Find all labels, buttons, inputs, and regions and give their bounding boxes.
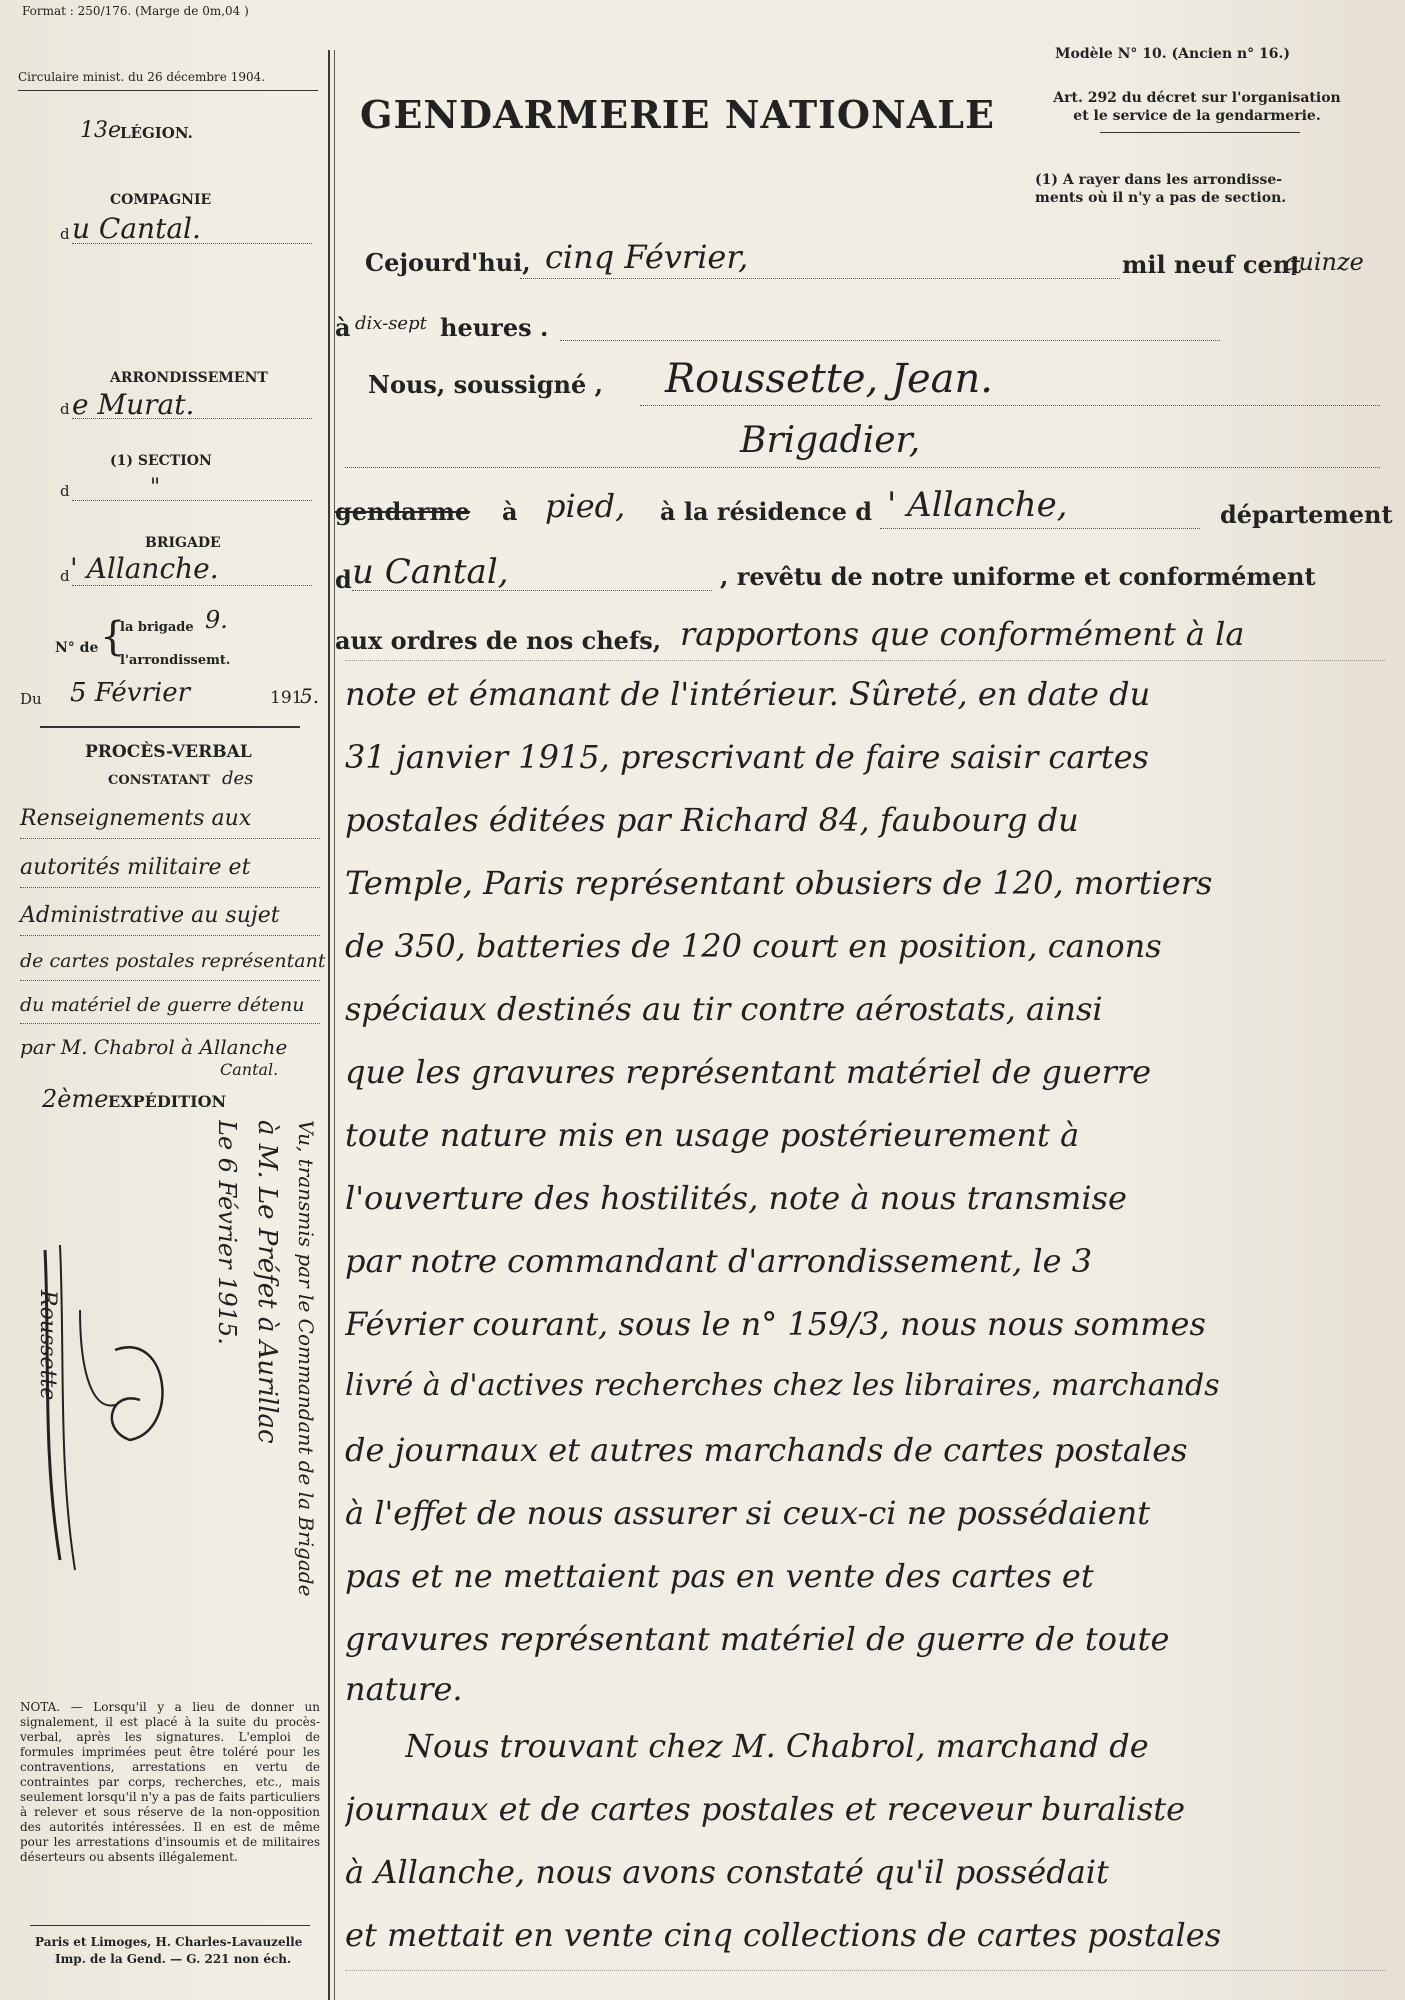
printer-line-2: Imp. de la Gend. — G. 221 non éch. [55, 1952, 292, 1966]
format-note: Format : 250/176. (Marge de 0m,04 ) [22, 4, 249, 18]
pied-hand: pied, [545, 487, 626, 525]
body-line: l'ouverture des hostilités, note à nous transmise [345, 1179, 1127, 1217]
circulaire-note: Circulaire minist. du 26 décembre 1904. [18, 70, 266, 84]
body-line: à Allanche, nous avons constaté qu'il possédait [345, 1853, 1109, 1891]
date-hand: cinq Février, [545, 238, 749, 276]
transmission-line: à M. Le Préfet à Aurillac [252, 1120, 282, 1444]
dotted-line [20, 1023, 320, 1024]
name-hand: Roussette, Jean. [665, 356, 993, 402]
body-line: Nous trouvant chez M. Chabrol, marchand de [405, 1727, 1149, 1765]
body-line: par notre commandant d'arrondissement, le 3 [345, 1242, 1093, 1280]
body-line: note et émanant de l'intérieur. Sûreté, en date du [345, 675, 1151, 713]
department-hand: u Cantal, [352, 552, 509, 592]
dotted-line [345, 467, 1380, 468]
pv-title: PROCÈS-VERBAL [85, 742, 252, 762]
ruled-line [345, 660, 1385, 661]
arrondissement-prefix: d [60, 400, 70, 418]
revetu-label: , revêtu de notre uniforme et conformément [720, 562, 1316, 591]
body-line: nature. [345, 1670, 463, 1708]
subject-line: Cantal. [220, 1060, 279, 1079]
dotted-line [72, 243, 312, 244]
article-ref-1: Art. 292 du décret sur l'organisation [1053, 90, 1341, 106]
gendarme-label: gendarme [335, 497, 471, 526]
subject-line: du matériel de guerre détenu [20, 994, 305, 1016]
subject-line: de cartes postales représentant [20, 950, 326, 972]
date-value: 5 Février [70, 678, 191, 708]
arrondissement-value: e Murat. [72, 388, 195, 421]
body-line: et mettait en vente cinq collections de cartes postales [345, 1916, 1222, 1954]
divider [30, 1925, 310, 1926]
dotted-line [20, 935, 320, 936]
cejourdhui-label: Cejourd'hui, [365, 248, 531, 277]
body-line: toute nature mis en usage postérieurement à [345, 1116, 1080, 1154]
signature-text: Roussette [35, 1290, 60, 1401]
expedition-label: EXPÉDITION [108, 1092, 227, 1111]
expedition-number: 2ème [42, 1085, 109, 1113]
transmission-line: Vu, transmis par le Commandant de la Brigade [294, 1120, 318, 1597]
body-line: gravures représentant matériel de guerre de toute [345, 1620, 1170, 1658]
subject-line: Renseignements aux [20, 806, 252, 831]
constatant-label: CONSTATANT [108, 773, 210, 788]
divider [40, 726, 300, 728]
dotted-line [640, 405, 1380, 406]
margin-rule [328, 50, 330, 2000]
dotted-line [880, 528, 1200, 529]
body-line: Temple, Paris représentant obusiers de 120, mortiers [345, 864, 1213, 902]
rapportons-hand: rapportons que conformément à la [680, 615, 1245, 653]
divider [18, 90, 318, 91]
du-prefix: d [335, 565, 352, 594]
body-line: Février courant, sous le n° 159/3, nous nous sommes [345, 1305, 1206, 1343]
ruled-line [345, 1970, 1385, 1971]
legion-label: LÉGION. [120, 124, 193, 142]
numero-brigade-label: la brigade [120, 620, 194, 635]
dotted-line [352, 590, 712, 591]
dotted-line [20, 887, 320, 888]
nous-soussigne-label: Nous, soussigné , [368, 370, 603, 399]
signature [20, 1230, 190, 1590]
body-line: de journaux et autres marchands de cartes postales [345, 1431, 1188, 1469]
body-line: que les gravures représentant matériel de guerre [345, 1053, 1152, 1091]
compagnie-value: u Cantal. [72, 212, 201, 245]
page-title: GENDARMERIE NATIONALE [360, 92, 995, 137]
body-line: spéciaux destinés au tir contre aérostats, ainsi [345, 990, 1103, 1028]
dotted-line [72, 585, 312, 586]
brace-glyph: { [100, 614, 126, 660]
date-year-hand: 5. [300, 684, 320, 708]
residence-hand: ' Allanche, [887, 485, 1068, 525]
numero-label: N° de [55, 640, 99, 656]
transmission-annotation [195, 1120, 325, 1680]
residence-label: à la résidence d [660, 497, 872, 526]
section-label: (1) SECTION [110, 453, 212, 469]
hour-hand: dix-sept [355, 313, 427, 334]
body-line: de 350, batteries de 120 court en position, canons [345, 927, 1162, 965]
section-prefix: d [60, 482, 70, 500]
legion-number: 13e [80, 118, 122, 143]
dotted-line [72, 418, 312, 419]
year-hand: quinze [1283, 248, 1364, 276]
a-prefix: à [335, 313, 351, 342]
compagnie-label: COMPAGNIE [110, 192, 212, 208]
signature-drawing [20, 1230, 190, 1590]
subject-line: par M. Chabrol à Allanche [20, 1035, 288, 1059]
body-line: à l'effet de nous assurer si ceux-ci ne possédaient [345, 1494, 1151, 1532]
numero-arr-label: l'arrondissemt. [120, 653, 231, 668]
subject-line: Administrative au sujet [20, 903, 280, 928]
body-line: pas et ne mettaient pas en vente des cartes et [345, 1557, 1094, 1595]
body-line: journaux et de cartes postales et receveur buraliste [345, 1790, 1186, 1828]
subject-line: autorités militaire et [20, 855, 251, 880]
brigade-label: BRIGADE [145, 535, 221, 551]
a-label: à [502, 497, 518, 526]
rank-hand: Brigadier, [740, 420, 921, 461]
brigade-value: ' Allanche. [70, 552, 219, 585]
mil-neuf-cent-label: mil neuf cent [1122, 250, 1302, 279]
brigade-prefix: d [60, 567, 70, 585]
arrondissement-label: ARRONDISSEMENT [110, 370, 268, 386]
body-line: postales éditées par Richard 84, faubourg du [345, 801, 1079, 839]
footnote-1-a: (1) A rayer dans les arrondisse- [1035, 172, 1283, 188]
margin-rule-inner [334, 50, 335, 2000]
transmission-line: Le 6 Février 1915. [213, 1120, 241, 1345]
body-line: 31 janvier 1915, prescrivant de faire saisir cartes [345, 738, 1149, 776]
dotted-line [520, 278, 1120, 279]
body-line: livré à d'actives recherches chez les libraires, marchands [345, 1368, 1220, 1403]
numero-brigade-value: 9. [205, 606, 228, 634]
section-value: " [150, 475, 161, 500]
article-ref-2: et le service de la gendarmerie. [1073, 108, 1321, 124]
dotted-line [20, 838, 320, 839]
ordres-label: aux ordres de nos chefs, [335, 626, 662, 655]
divider [1100, 132, 1300, 133]
dotted-line [20, 980, 320, 981]
constatant-hand: des [222, 768, 254, 789]
dotted-line [72, 500, 312, 501]
dotted-line [560, 340, 1220, 341]
modele-number: Modèle N° 10. (Ancien n° 16.) [1055, 46, 1291, 62]
date-prefix: Du [20, 690, 42, 708]
departement-label: département [1220, 500, 1393, 529]
printer-line-1: Paris et Limoges, H. Charles-Lavauzelle [35, 1935, 303, 1949]
compagnie-prefix: d [60, 225, 70, 243]
nota-paragraph: NOTA. — Lorsqu'il y a lieu de donner un signalement, il est placé à la suite du procès-verbal, après les signatures. L'emploi de formules imprimées peut être toléré pour les contraventions, arrestations en vertu de contraintes par corps, recherches, etc., mais seulement lorsqu'il n'y a pas de faits particuliers à relever et sous réserve de la non-opposition des autorités intéressées. Il en est de même pour les arrestations d'insoumis et de militaires déserteurs ou absents illégalement. [20, 1700, 320, 1864]
footnote-1-b: ments où il n'y a pas de section. [1035, 190, 1287, 206]
heures-label: heures . [440, 313, 549, 342]
date-year-print: 191 [270, 688, 303, 708]
